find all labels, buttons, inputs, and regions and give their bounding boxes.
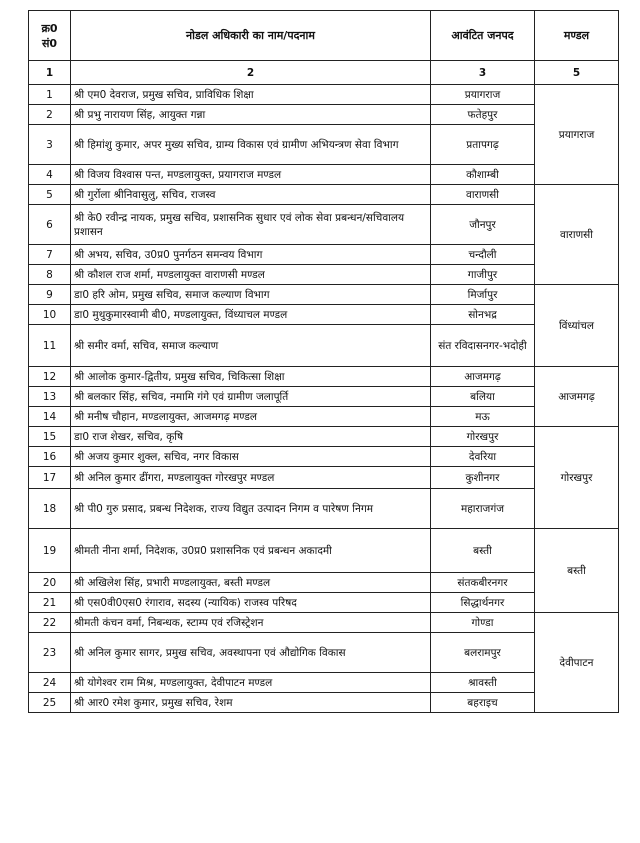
division-name: गोरखपुर <box>535 427 619 529</box>
table-row <box>29 367 619 387</box>
serial-number: 7 <box>29 245 71 265</box>
serial-number: 2 <box>29 105 71 125</box>
table-row <box>29 633 619 673</box>
table-row <box>29 265 619 285</box>
table-row <box>29 467 619 489</box>
serial-number: 1 <box>29 85 71 105</box>
table-row <box>29 427 619 447</box>
officer-name: श्री प्रभु नारायण सिंह, आयुक्त गन्ना <box>71 105 431 125</box>
district-name: फतेहपुर <box>431 105 535 125</box>
serial-number: 20 <box>29 573 71 593</box>
officer-name: श्री कौशल राज शर्मा, मण्डलायुक्त वाराणसी मण्डल <box>71 265 431 285</box>
division-name: वाराणसी <box>535 185 619 285</box>
district-name: मऊ <box>431 407 535 427</box>
serial-number: 13 <box>29 387 71 407</box>
serial-number: 18 <box>29 489 71 529</box>
serial-number: 6 <box>29 205 71 245</box>
column-number-row <box>29 61 619 85</box>
district-name: प्रयागराज <box>431 85 535 105</box>
table-row <box>29 447 619 467</box>
officer-name: श्रीमती नीना शर्मा, निदेशक, उ0प्र0 प्रशासनिक एवं प्रबन्धन अकादमी <box>71 529 431 573</box>
officer-name: श्री आर0 रमेश कुमार, प्रमुख सचिव, रेशम <box>71 693 431 713</box>
column-number: 5 <box>535 61 619 85</box>
district-name: बलरामपुर <box>431 633 535 673</box>
serial-header-line2: सं0 <box>41 36 58 50</box>
table-row <box>29 205 619 245</box>
serial-header-line1: क्र0 <box>41 21 58 35</box>
table-row <box>29 613 619 633</box>
serial-number: 22 <box>29 613 71 633</box>
serial-number: 4 <box>29 165 71 185</box>
officer-name: श्री एम0 देवराज, प्रमुख सचिव, प्राविधिक शिक्षा <box>71 85 431 105</box>
table-row <box>29 245 619 265</box>
officer-name: श्री अनिल कुमार ढींगरा, मण्डलायुक्त गोरखपुर मण्डल <box>71 467 431 489</box>
header-row <box>29 11 619 61</box>
district-name: जौनपुर <box>431 205 535 245</box>
table-row <box>29 673 619 693</box>
column-number: 1 <box>29 61 71 85</box>
serial-number: 12 <box>29 367 71 387</box>
officer-header: नोडल अधिकारी का नाम/पदनाम <box>71 11 431 61</box>
officer-name: श्री अभय, सचिव, उ0प्र0 पुनर्गठन समन्वय विभाग <box>71 245 431 265</box>
table-row <box>29 489 619 529</box>
district-name: चन्दौली <box>431 245 535 265</box>
district-name: संत रविदासनगर-भदोही <box>431 325 535 367</box>
officer-name: डा0 राज शेखर, सचिव, कृषि <box>71 427 431 447</box>
district-name: सिद्धार्थनगर <box>431 593 535 613</box>
table-row <box>29 125 619 165</box>
serial-number: 16 <box>29 447 71 467</box>
district-name: मिर्जापुर <box>431 285 535 305</box>
division-name: बस्ती <box>535 529 619 613</box>
table-row <box>29 387 619 407</box>
district-name: बस्ती <box>431 529 535 573</box>
serial-number: 9 <box>29 285 71 305</box>
district-name: महाराजगंज <box>431 489 535 529</box>
district-name: कुशीनगर <box>431 467 535 489</box>
officer-name: डा0 हरि ओम, प्रमुख सचिव, समाज कल्याण विभाग <box>71 285 431 305</box>
officer-name: श्री अखिलेश सिंह, प्रभारी मण्डलायुक्त, बस्ती मण्डल <box>71 573 431 593</box>
serial-number: 19 <box>29 529 71 573</box>
serial-number: 24 <box>29 673 71 693</box>
officer-name: श्री समीर वर्मा, सचिव, समाज कल्याण <box>71 325 431 367</box>
serial-number: 11 <box>29 325 71 367</box>
officer-name: श्री अनिल कुमार सागर, प्रमुख सचिव, अवस्थापना एवं औद्योगिक विकास <box>71 633 431 673</box>
officer-name: श्री गुर्रोला श्रीनिवासुलु, सचिव, राजस्व <box>71 185 431 205</box>
division-name: देवीपाटन <box>535 613 619 713</box>
table-row <box>29 573 619 593</box>
officer-name: श्री अजय कुमार शुक्ल, सचिव, नगर विकास <box>71 447 431 467</box>
district-name: गोण्डा <box>431 613 535 633</box>
district-name: वाराणसी <box>431 185 535 205</box>
division-name: प्रयागराज <box>535 85 619 185</box>
table-row <box>29 325 619 367</box>
serial-number: 23 <box>29 633 71 673</box>
serial-number-header <box>29 11 71 61</box>
officer-name: श्री के0 रवीन्द्र नायक, प्रमुख सचिव, प्रशासनिक सुधार एवं लोक सेवा प्रबन्धन/सचिवालय प्रशासन <box>71 205 431 245</box>
officer-name: श्री हिमांशु कुमार, अपर मुख्य सचिव, ग्राम्य विकास एवं ग्रामीण अभियन्त्रण सेवा विभाग <box>71 125 431 165</box>
district-name: गाजीपुर <box>431 265 535 285</box>
serial-number: 5 <box>29 185 71 205</box>
table-row <box>29 593 619 613</box>
officer-name: श्री मनीष चौहान, मण्डलायुक्त, आजमगढ़ मण्डल <box>71 407 431 427</box>
column-number: 3 <box>431 61 535 85</box>
nodal-officer-table-sheet <box>28 10 619 713</box>
district-name: बहराइच <box>431 693 535 713</box>
serial-number: 25 <box>29 693 71 713</box>
serial-number: 14 <box>29 407 71 427</box>
district-header: आवंटित जनपद <box>431 11 535 61</box>
table-row <box>29 529 619 573</box>
district-name: गोरखपुर <box>431 427 535 447</box>
officer-name: श्री एस0वी0एस0 रंगाराव, सदस्य (न्यायिक) राजस्व परिषद <box>71 593 431 613</box>
serial-number: 21 <box>29 593 71 613</box>
column-number: 2 <box>71 61 431 85</box>
officer-name: श्रीमती कंचन वर्मा, निबन्धक, स्टाम्प एवं रजिस्ट्रेशन <box>71 613 431 633</box>
district-name: प्रतापगढ़ <box>431 125 535 165</box>
table-row <box>29 305 619 325</box>
district-name: संतकबीरनगर <box>431 573 535 593</box>
district-name: देवरिया <box>431 447 535 467</box>
district-name: सोनभद्र <box>431 305 535 325</box>
serial-number: 10 <box>29 305 71 325</box>
table-row <box>29 105 619 125</box>
nodal-officer-table <box>28 10 619 713</box>
table-row <box>29 693 619 713</box>
serial-number: 3 <box>29 125 71 165</box>
serial-number: 8 <box>29 265 71 285</box>
division-header: मण्डल <box>535 11 619 61</box>
district-name: बलिया <box>431 387 535 407</box>
district-name: कौशाम्बी <box>431 165 535 185</box>
officer-name: डा0 मुथुकुमारस्वामी बी0, मण्डलायुक्त, विंध्याचल मण्डल <box>71 305 431 325</box>
officer-name: श्री योगेश्वर राम मिश्र, मण्डलायुक्त, देवीपाटन मण्डल <box>71 673 431 693</box>
district-name: आजमगढ़ <box>431 367 535 387</box>
officer-name: श्री विजय विश्वास पन्त, मण्डलायुक्त, प्रयागराज मण्डल <box>71 165 431 185</box>
serial-number: 17 <box>29 467 71 489</box>
district-name: श्रावस्ती <box>431 673 535 693</box>
table-row <box>29 165 619 185</box>
division-name: आजमगढ़ <box>535 367 619 427</box>
table-row <box>29 407 619 427</box>
table-row <box>29 85 619 105</box>
serial-number: 15 <box>29 427 71 447</box>
table-row <box>29 185 619 205</box>
table-row <box>29 285 619 305</box>
officer-name: श्री आलोक कुमार-द्वितीय, प्रमुख सचिव, चिकित्सा शिक्षा <box>71 367 431 387</box>
officer-name: श्री बलकार सिंह, सचिव, नमामि गंगे एवं ग्रामीण जलापूर्ति <box>71 387 431 407</box>
division-name: विंध्यांचल <box>535 285 619 367</box>
officer-name: श्री पी0 गुरु प्रसाद, प्रबन्ध निदेशक, राज्य विद्युत उत्पादन निगम व पारेषण निगम <box>71 489 431 529</box>
